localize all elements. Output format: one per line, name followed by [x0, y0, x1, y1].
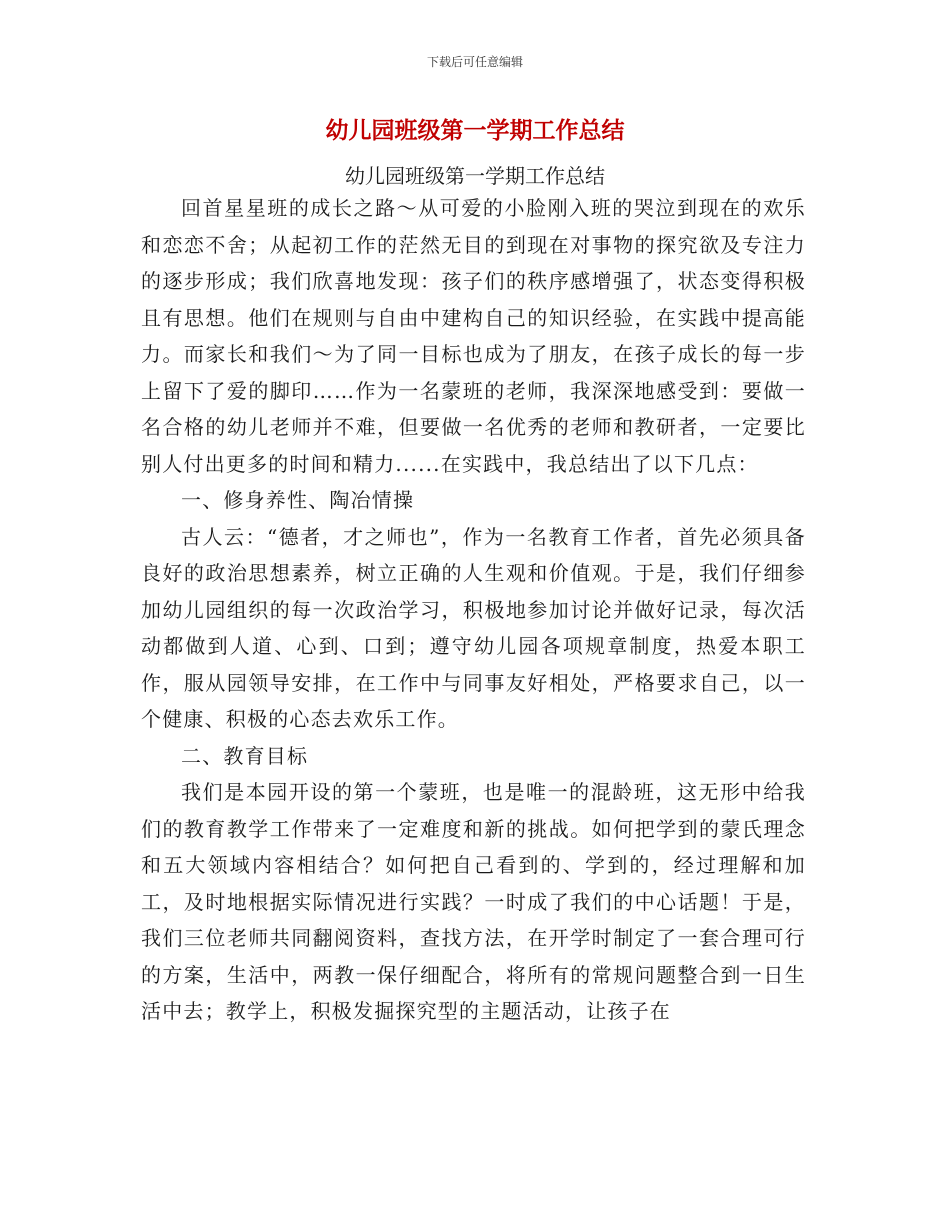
document-body: [141, 190, 806, 1030]
intro-paragraph: 回首星星班的成长之路～从可爱的小脸刚入班的哭泣到现在的欢乐和恋恋不舍；从起初工作的茫然无目的到现在对事物的探究欲及专注力的逐步形成；我们欣喜地发现：孩子们的秩序感增强了，状态变得积极且有思想。他们在规则与自由中建构自己的知识经验，在实践中提高能力。而家长和我们～为了同一目标也成为了朋友，在孩子成长的每一步上留下了爱的脚印……作为一名蒙班的老师，我深深地感受到：要做一名合格的幼儿老师并不难，但要做一名优秀的老师和教研者，一定要比别人付出更多的时间和精力......在实践中，我总结出了以下几点：: [141, 196, 806, 476]
section-heading-1: 一、修身养性、陶冶情操: [181, 488, 415, 512]
header-note: 下载后可任意编辑: [426, 55, 523, 69]
section-paragraph-1: 古人云：“德者，才之师也”，作为一名教育工作者，首先必须具备良好的政治思想素养，树立正确的人生观和价值观。于是，我们仔细参加幼儿园组织的每一次政治学习，积极地参加讨论并做好记录，每次活动都做到人道、心到、口到；遵守幼儿园各项规章制度，热爱本职工作，服从园领导安排，在工作中与同事友好相处，严格要求自己，以一个健康、积极的心态去欢乐工作。: [141, 524, 806, 731]
document-title: 幼儿园班级第一学期工作总结: [325, 118, 625, 144]
section-paragraph-2: 我们是本园开设的第一个蒙班，也是唯一的混龄班，这无形中给我们的教育教学工作带来了一定难度和新的挑战。如何把学到的蒙氏理念和五大领域内容相结合？如何把自己看到的、学到的，经过理解和加工，及时地根据实际情况进行实践？一时成了我们的中心话题！于是，我们三位老师共同翻阅资料，查找方法，在开学时制定了一套合理可行的方案，生活中，两教一保仔细配合，将所有的常规问题整合到一日生活中去；教学上，积极发掘探究型的主题活动，让孩子在: [141, 780, 806, 1023]
section-heading-2: 二、教育目标: [181, 743, 309, 768]
document-subtitle: 幼儿园班级第一学期工作总结: [345, 164, 605, 188]
